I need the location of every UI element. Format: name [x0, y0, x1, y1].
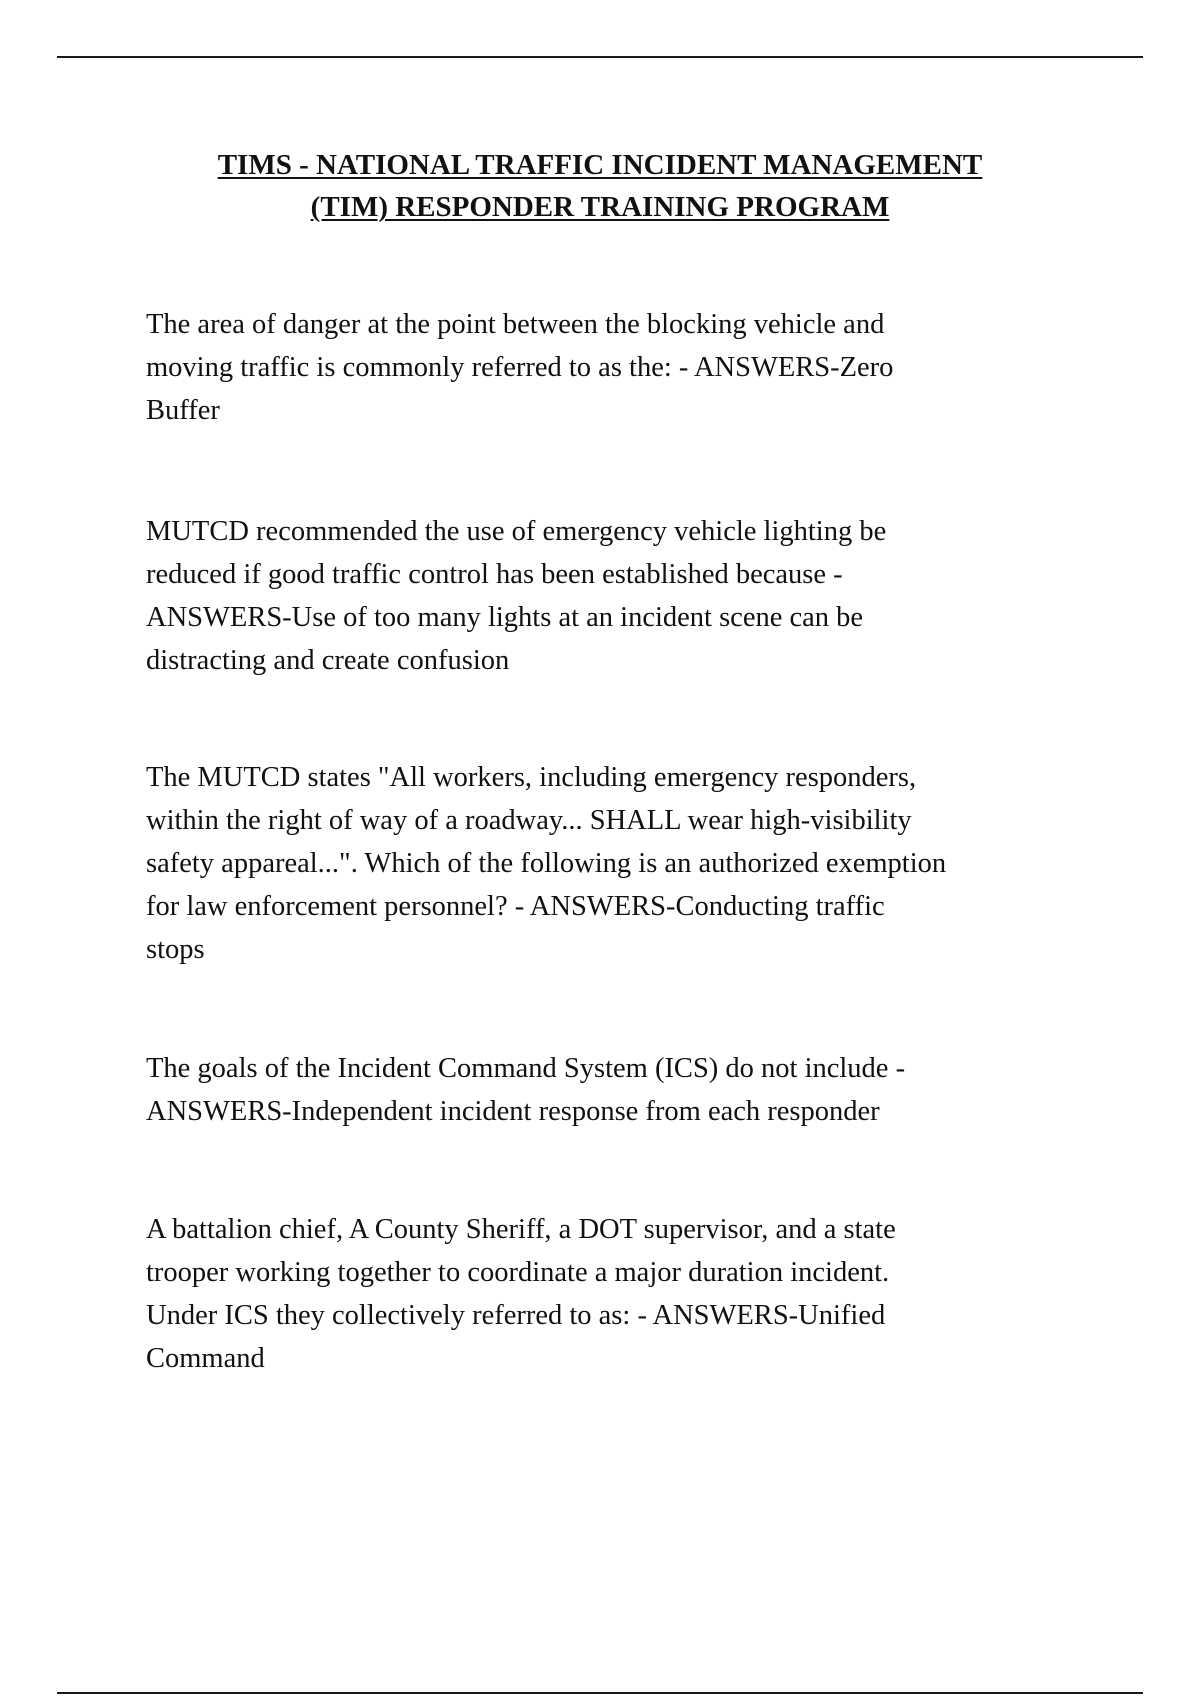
qa-item-5: A battalion chief, A County Sheriff, a DOT supervisor, and a state trooper working together to coordinate a major duration incident. Under ICS they collectively referred to as: - ANSWERS-Unified Command [146, 1214, 896, 1374]
qa-item-1: The area of danger at the point between the blocking vehicle and moving traffic is commonly referred to as the: - ANSWERS-Zero Buffer [146, 309, 894, 426]
top-divider [57, 56, 1143, 58]
title-line-1: TIMS - NATIONAL TRAFFIC INCIDENT MANAGEMENT [217, 149, 983, 181]
qa-item-2: MUTCD recommended the use of emergency vehicle lighting be reduced if good traffic control has been established because - ANSWERS-Use of too many lights at an incident scene can be distracting and create confusion [146, 516, 887, 676]
bottom-divider [57, 1692, 1143, 1694]
document-title [60, 144, 1140, 228]
qa-item-3: The MUTCD states "All workers, including emergency responders, within the right of way of a roadway... SHALL wear high-visibility safety appareal...". Which of the following is an authorized exemption for law enforcement personnel? - ANSWERS-Conducting traffic stops [146, 762, 947, 965]
qa-item-4: The goals of the Incident Command System (ICS) do not include - ANSWERS-Independent incident response from each responder [146, 1053, 906, 1127]
title-line-2: (TIM) RESPONDER TRAINING PROGRAM [310, 191, 890, 223]
